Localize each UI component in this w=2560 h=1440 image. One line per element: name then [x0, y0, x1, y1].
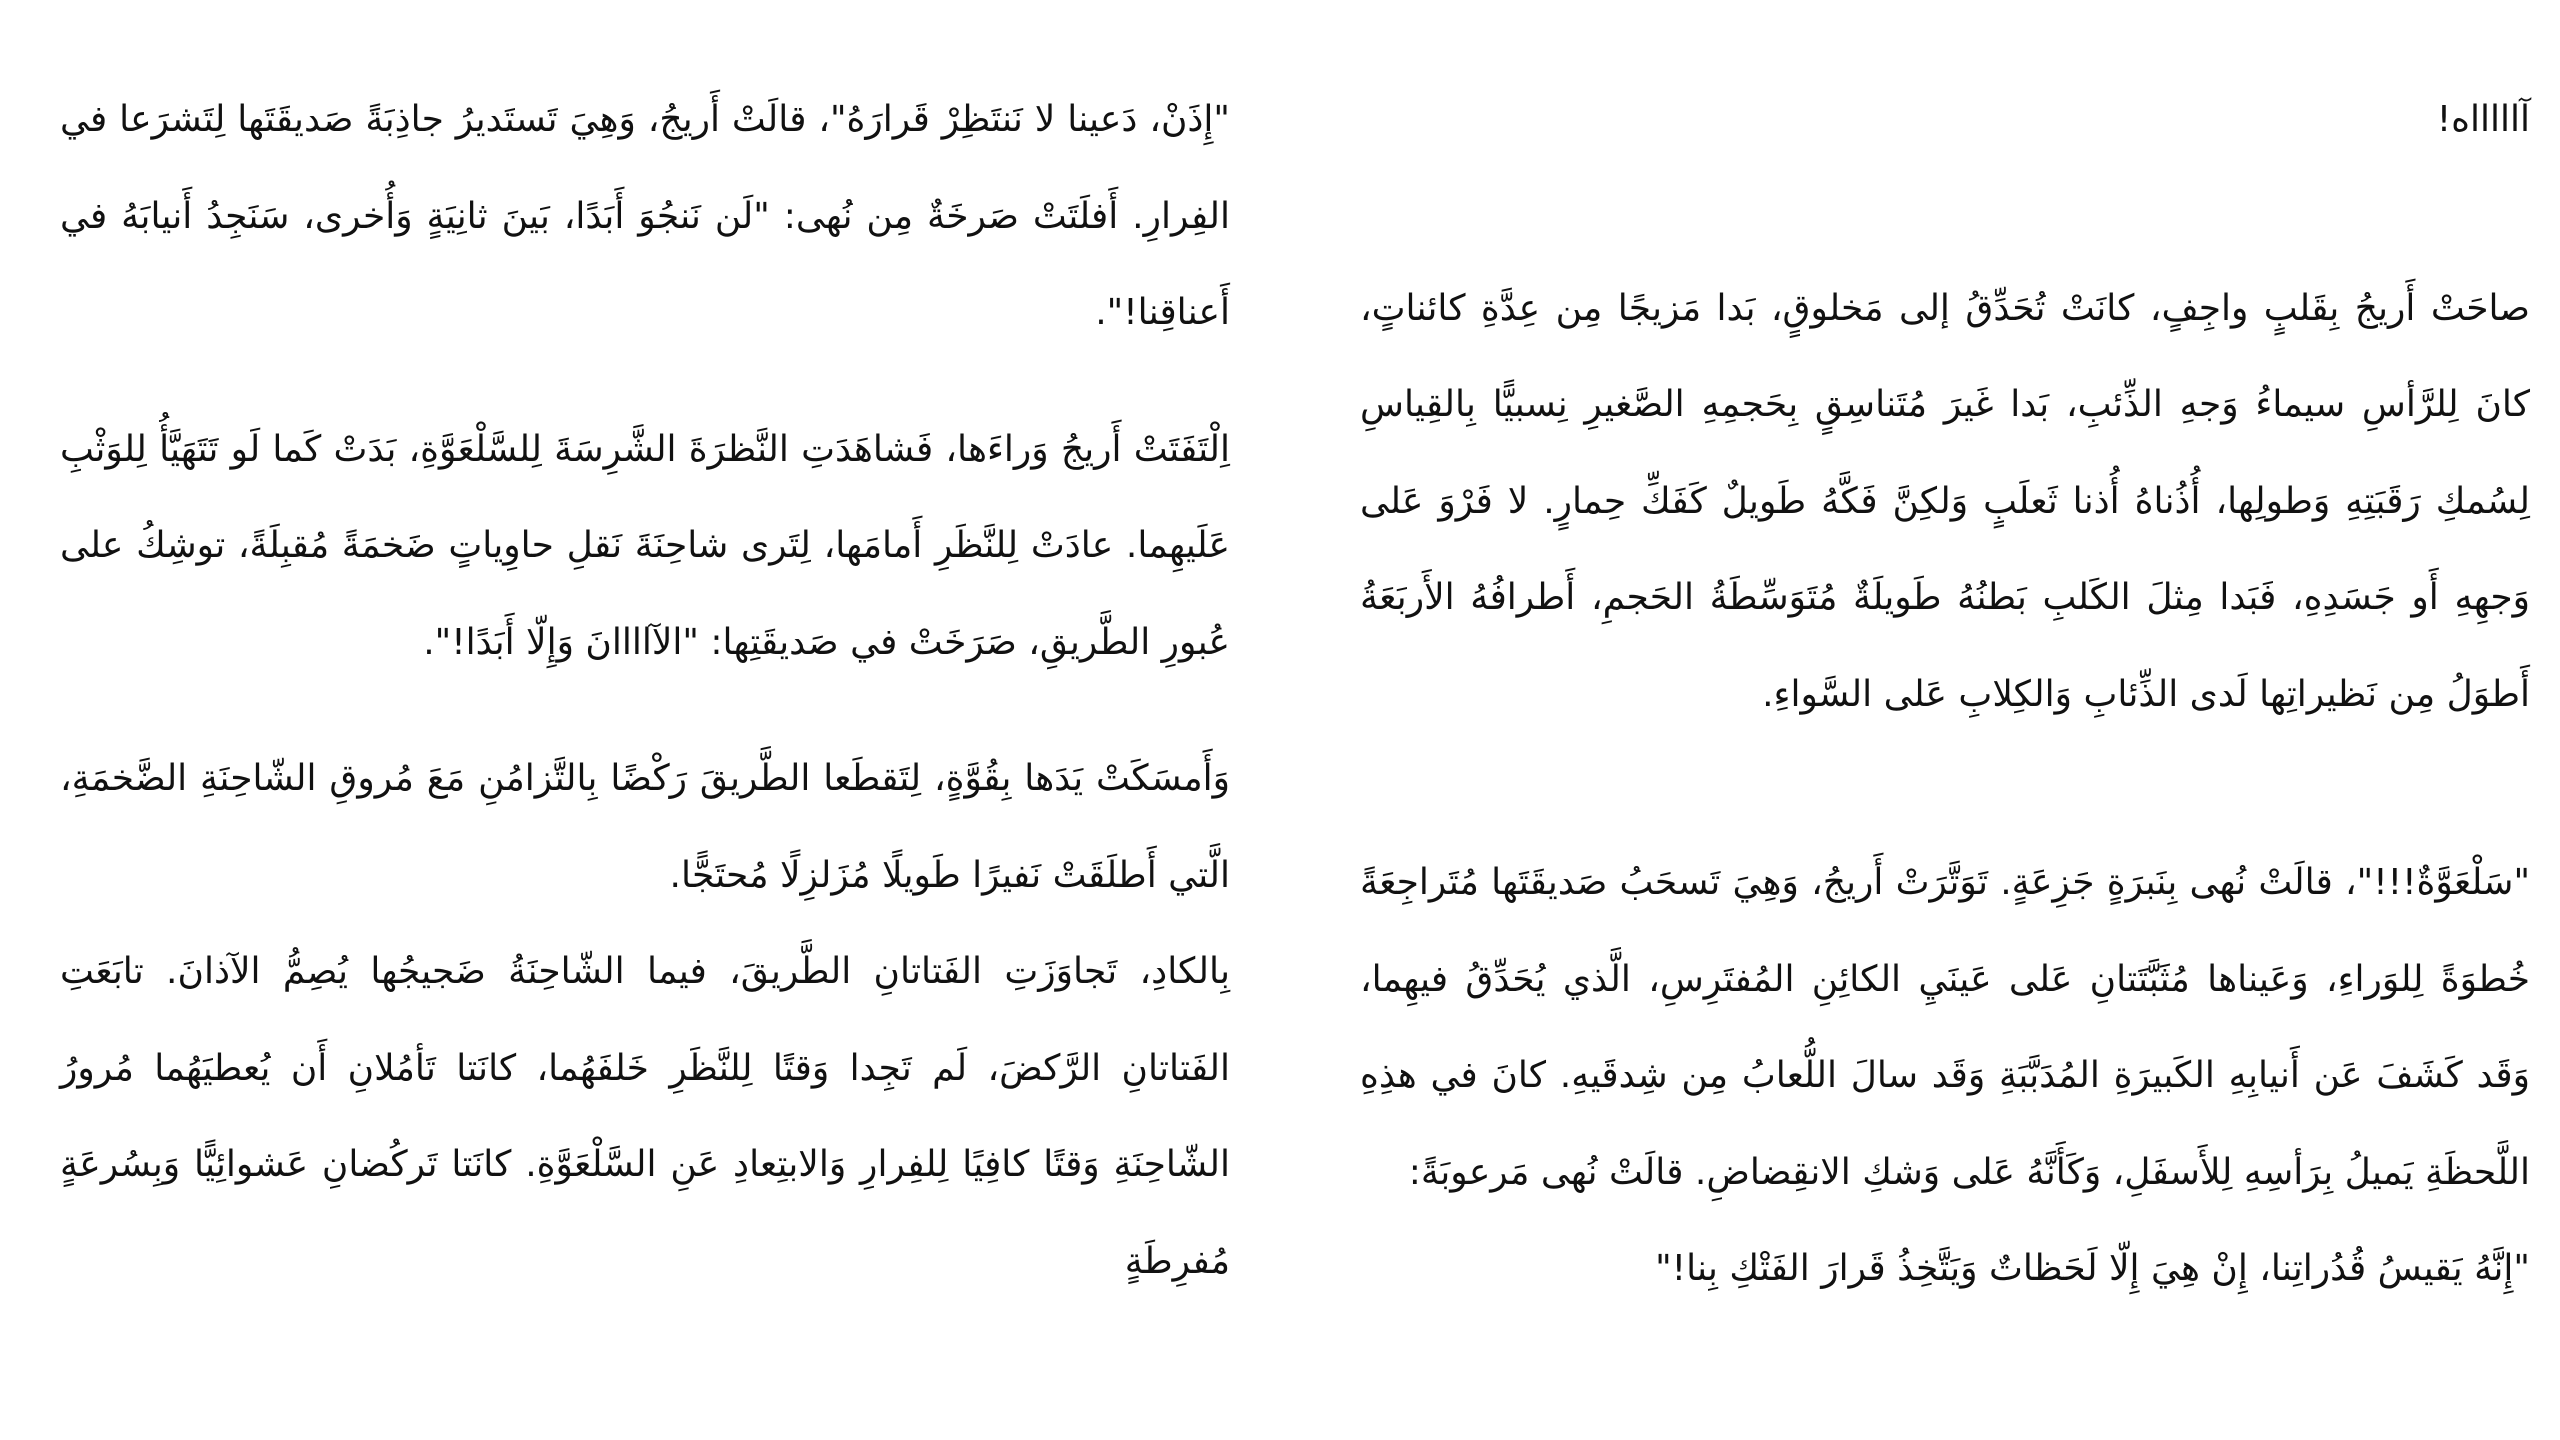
creature-description-paragraph: صاحَتْ أَريجُ بِقَلبٍ واجِفٍ، كانَتْ تُحَدِّقُ إلى مَخلوقٍ، بَدا مَزيجًا مِن عِدَّةِ كائناتٍ، كانَ لِلرَّأسِ سيماءُ وَجهِ الذِّئبِ، بَدا غَيرَ مُتَناسِقٍ بِحَجمِهِ الصَّغيرِ نِسبيًّا بِالقِياسِ لِسُمكِ رَقَبَتِهِ وَطولِها، أُذُناهُ أُذنا ثَعلَبٍ وَلكِنَّ فَكَّهُ طَويلٌ كَفَكِّ حِمارٍ. لا فَرْوَ عَلى وَجهِهِ أَو جَسَدِهِ، فَبَدا مِثلَ الكَلبِ بَطنُهُ طَويلَةٌ مُتَوَسِّطَةُ الحَجمِ، أَطرافُهُ الأَربَعَةُ أَطوَلُ مِن نَظيراتِها لَدى الذِّئابِ وَالكِلابِ عَلى السَّواءِ. [1360, 287, 2530, 715]
crossing-paragraph: وَأَمسَكَتْ يَدَها بِقُوَّةٍ، لِتَقطَعا الطَّريقَ رَكْضًا بِالتَّزامُنِ مَعَ مُروقِ الشّاحِنَةِ الضَّخمَةِ، الَّتي أَطلَقَتْ نَفيرًا طَويلًا مُزَلزِلًا مُحتَجًّا. [60, 758, 1230, 896]
quote-paragraph: "إِنَّهُ يَقيسُ قُدُراتِنا، إِنْ هِيَ إِلّا لَحَظاتٌ وَيَتَّخِذُ قَرارَ الفَتْكِ بِنا!" [1655, 1248, 2530, 1289]
truck-paragraph: اِلْتَفَتَتْ أَريجُ وَراءَها، فَشاهَدَتِ النَّظرَةَ الشَّرِسَةَ لِلسَّلْعَوَّةِ، بَدَتْ كَما لَو تَتَهَيَّأُ لِلوَثْبِ عَلَيهِما. عادَتْ لِلنَّظَرِ أَمامَها، لِتَرى شاحِنَةَ نَقلِ حاوِياتٍ ضَخمَةً مُقبِلَةً، توشِكُ على عُبورِ الطَّريقِ، صَرَخَتْ في صَديقَتِها: "الآاااانَ وَإِلّا أَبَدًا!". [60, 428, 1230, 663]
escape-decision-paragraph: "إِذَنْ، دَعينا لا نَنتَظِرْ قَرارَهُ"، قالَتْ أَريجُ، وَهِيَ تَستَديرُ جاذِبَةً صَديقَتَها لِتَشرَعا في الفِرارِ. أَفلَتَتْ صَرخَةٌ مِن نُهى: "لَن نَنجُوَ أَبَدًا، بَينَ ثانِيَةٍ وَأُخرى، سَنَجِدُ أَنيابَهُ في أَعناقِنا!". [60, 99, 1230, 333]
exclamation-paragraph: آاااااه! [2436, 99, 2530, 140]
page-right [1360, 0, 2530, 1440]
page-left [60, 0, 1230, 1440]
silawa-paragraph: "سَلْعَوَّةٌ!!!"، قالَتْ نُهى بِنَبرَةٍ جَزِعَةٍ. تَوَتَّرَتْ أَريجُ، وَهِيَ تَسحَبُ صَديقَتَها مُتَراجِعَةً خُطوَةً لِلوَراءِ، وَعَيناها مُثَبَّتَتانِ عَلى عَينَيِ الكائِنِ المُفتَرِسِ، الَّذي يُحَدِّقُ فيهِما، وَقَد كَشَفَ عَن أَنيابِهِ الكَبيرَةِ المُدَبَّبَةِ وَقَد سالَ اللُّعابُ مِن شِدقَيهِ. كانَ في هذِهِ اللَّحظَةِ يَميلُ بِرَأسِهِ لِلأَسفَلِ، وَكَأَنَّهُ عَلى وَشكِ الانقِضاضِ. قالَتْ نُهى مَرعوبَةً: [1360, 862, 2530, 1193]
running-paragraph: بِالكادِ، تَجاوَزَتِ الفَتاتانِ الطَّريقَ، فيما الشّاحِنَةُ ضَجيجُها يُصِمُّ الآذانَ. تابَعَتِ الفَتاتانِ الرَّكضَ، لَم تَجِدا وَقتًا لِلنَّظَرِ خَلفَهُما، كانَتا تَأمُلانِ أَن يُعطيَهُما مُرورُ الشّاحِنَةِ وَقتًا كافِيًا لِلفِرارِ وَالابتِعادِ عَنِ السَّلْعَوَّةِ. كانَتا تَركُضانِ عَشوائِيًّا وَبِسُرعَةٍ مُفرِطَةٍ [60, 951, 1230, 1282]
